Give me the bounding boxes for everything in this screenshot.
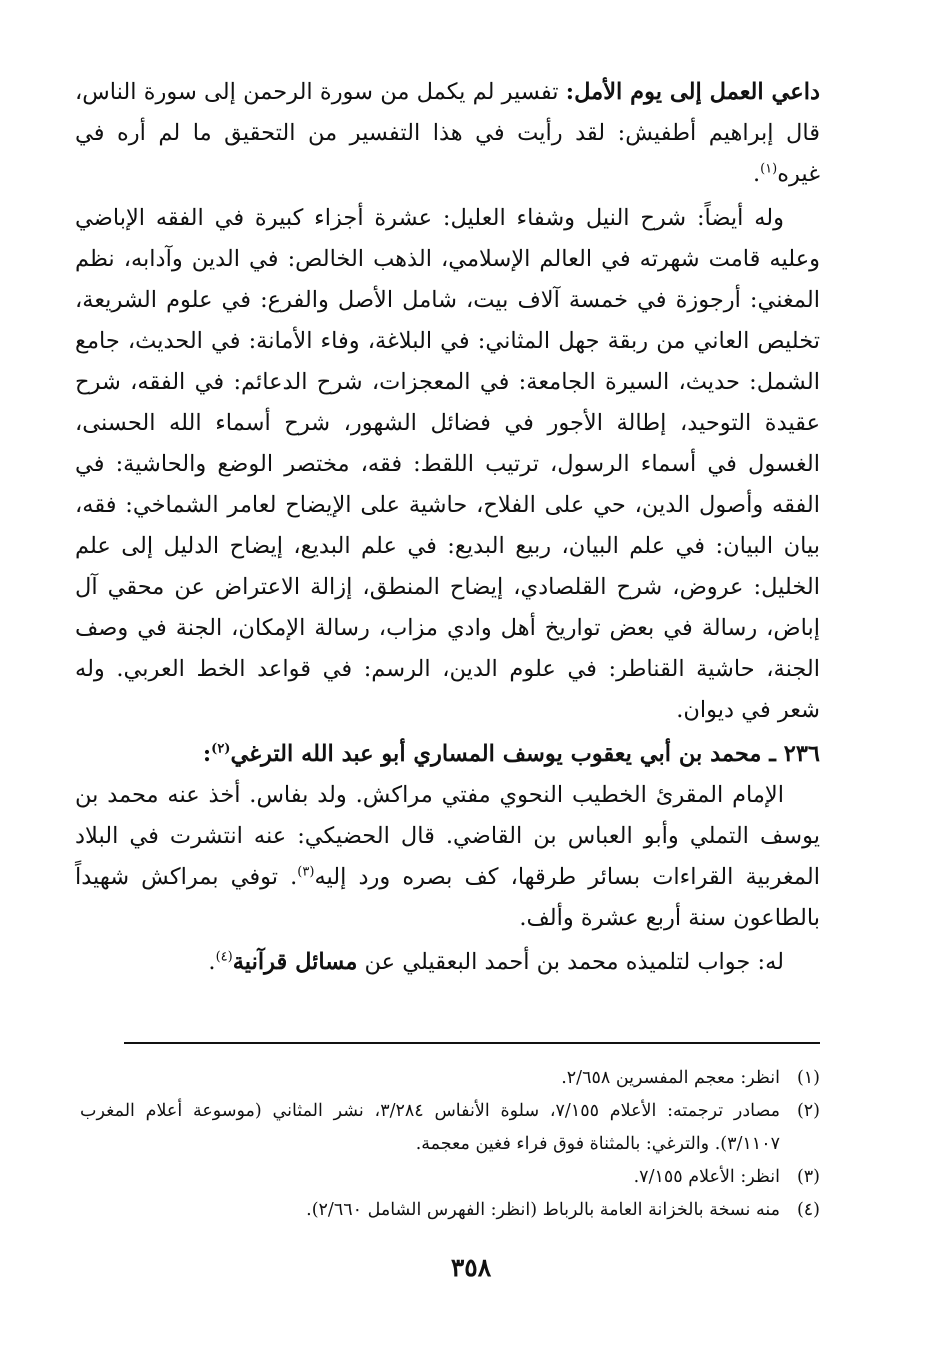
works-title-bold: مسائل قرآنية <box>232 949 358 975</box>
entry-heading-236 <box>75 734 820 775</box>
footnote-number: (٤) <box>796 1200 820 1220</box>
footnotes-section <box>80 1062 820 1227</box>
paragraph-tafsir <box>75 72 820 195</box>
footnote-divider <box>124 1042 820 1044</box>
footnote-number: (١) <box>796 1068 820 1088</box>
page-number: ٣٥٨ <box>450 1253 492 1282</box>
footnote-4 <box>80 1194 820 1227</box>
work-title-bold: داعي العمل إلى يوم الأمل: <box>565 79 821 105</box>
paragraph-entry-works <box>75 942 820 983</box>
biography-text-2: . توفي بمراكش شهيداً بالطاعون سنة أربع عشرة وألف. <box>75 864 820 931</box>
paragraph-text: تفسير لم يكمل من سورة الرحمن إلى سورة الناس، قال إبراهيم أطفيش: لقد رأيت في هذا التفسير من التحقيق ما لم أره في غيره <box>75 79 820 187</box>
works-tail: . <box>208 949 216 975</box>
paragraph-biography <box>75 775 820 939</box>
entry-heading-text: ٢٣٦ ـ محمد بن أبي يعقوب يوسف المساري أبو عبد الله الترغي <box>230 741 820 767</box>
footnote-ref-2[interactable]: (٢) <box>211 741 231 757</box>
footnote-text: انظر: معجم المفسرين ٢/٦٥٨. <box>561 1068 780 1088</box>
footnote-text: انظر: الأعلام ٧/١٥٥. <box>633 1167 780 1187</box>
footnote-number: (٢) <box>796 1101 820 1121</box>
biography-text-1: الإمام المقرئ الخطيب النحوي مفتي مراكش. ولد بفاس. أخذ عنه محمد بن يوسف التملي وأبو العباس بن القاضي. قال الحضيكي: عنه انتشرت في البلاد المغربية القراءات بسائر طرقها، كف بصره ورد إليه <box>75 782 820 890</box>
footnote-text: مصادر ترجمته: الأعلام ٧/١٥٥، سلوة الأنفاس ٣/٢٨٤، نشر المثاني (موسوعة أعلام المغرب ٣/١١٠٧). والترغي: بالمثناة فوق فراء فغين معجمة. <box>80 1101 781 1154</box>
footnote-3 <box>80 1161 820 1194</box>
footnote-2 <box>80 1095 820 1161</box>
footnote-1 <box>80 1062 820 1095</box>
footnote-ref-3[interactable]: (٣) <box>297 864 315 880</box>
entry-heading-colon: : <box>202 741 212 767</box>
footnote-text: منه نسخة بالخزانة العامة بالرباط (انظر: الفهرس الشامل ٢/٦٦٠). <box>306 1200 780 1220</box>
works-lead-text: له: جواب لتلميذه محمد بن أحمد البعقيلي عن <box>357 949 784 975</box>
paragraph-works-list: وله أيضاً: شرح النيل وشفاء العليل: عشرة أجزاء كبيرة في الفقه الإباضي وعليه قامت شهرته في العالم الإسلامي، الذهب الخالص: في الدين وآدابه، نظم المغني: أرجوزة في خمسة آلاف بيت، شامل الأصل والفرع: في علوم الشريعة، تخليص العاني من ربقة جهل المثاني: في البلاغة، وفاء الأمانة: في الحديث، جامع الشمل: حديث، السيرة الجامعة: في المعجزات، شرح الدعائم: في الفقه، شرح عقيدة التوحيد، إطالة الأجور في فضائل الشهور، شرح أسماء الله الحسنى، الغسول في أسماء الرسول، ترتيب اللقط: فقه، مختصر الوضع والحاشية: في الفقه وأصول الدين، حي على الفلاح، حاشية على الإيضاح لعامر الشماخي: فقه، بيان البيان: في علم البيان، ربيع البديع: في علم البديع، إيضاح الدليل إلى علم الخليل: عروض، شرح القلصادي، إيضاح المنطق، إزالة الاعتراض عن محقي آل إباض، رسالة في بعض تواريخ أهل وادي مزاب، رسالة الإمكان، الجنة في وصف الجنة، حاشية القناطر: في علوم الدين، الرسم: في قواعد الخط العربي. وله شعر في ديوان. <box>75 205 820 723</box>
footnote-number: (٣) <box>796 1167 820 1187</box>
footnote-ref-4[interactable]: (٤) <box>215 949 233 965</box>
footnote-ref-1[interactable]: (١) <box>760 161 778 177</box>
paragraph-tail: . <box>752 161 761 187</box>
main-text <box>75 72 820 983</box>
